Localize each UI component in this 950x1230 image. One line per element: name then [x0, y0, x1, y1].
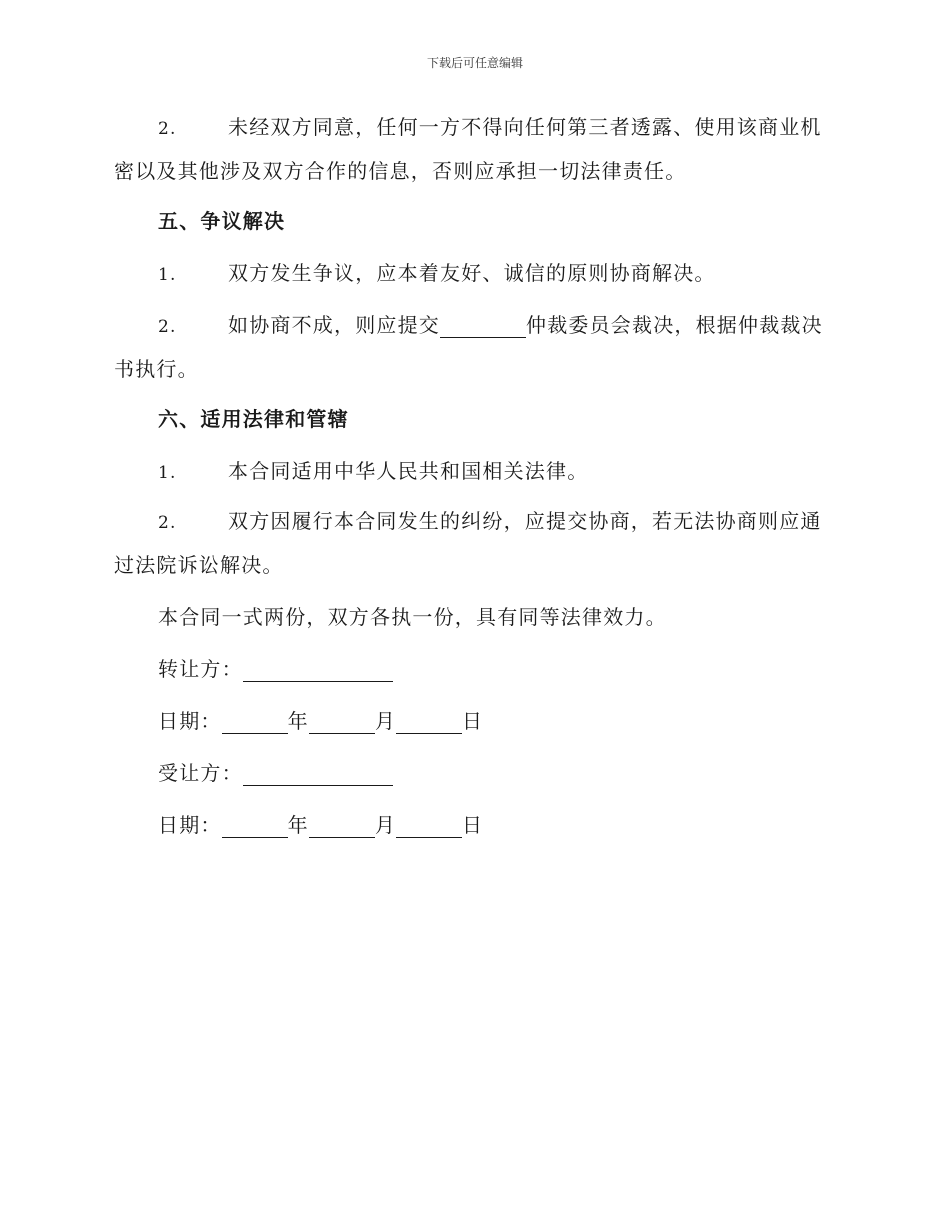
section-heading-law: 六、适用法律和管辖	[158, 407, 349, 431]
month-label: 月	[374, 709, 397, 733]
item-text: 本合同适用中华人民共和国相关法律。	[228, 459, 589, 483]
transferor-signature-blank[interactable]	[243, 655, 393, 682]
law-item-1	[114, 450, 834, 494]
item-number: 1.	[158, 265, 177, 285]
transferor-signature-line	[114, 648, 878, 690]
transferor-label: 转让方：	[158, 657, 243, 681]
closing-statement: 本合同一式两份，双方各执一份，具有同等法律效力。	[158, 605, 667, 629]
clause-5-2-confidentiality	[114, 106, 834, 192]
item-text-before: 如协商不成，则应提交	[228, 313, 440, 337]
year-blank[interactable]	[222, 811, 288, 838]
dispute-item-2	[114, 304, 834, 390]
day-label: 日	[462, 813, 484, 837]
item-text: 双方发生争议，应本着友好、诚信的原则协商解决。	[228, 261, 716, 285]
transferee-signature-line	[114, 752, 878, 794]
item-number: 2.	[158, 513, 177, 533]
year-label: 年	[287, 709, 309, 733]
date-label: 日期：	[158, 709, 222, 733]
item-text: 未经双方同意，任何一方不得向任何第三者透露、使用该商业机密以及其他涉及双方合作的信息，否则应承担一切法律责任。	[114, 115, 822, 183]
item-text-after: 仲裁委员会裁决，根据仲裁裁决书执行。	[114, 313, 823, 381]
item-number: 2.	[158, 119, 177, 139]
transferor-date-line	[114, 700, 878, 742]
transferee-date-line	[114, 804, 878, 846]
page-header: 下载后可任意编辑	[426, 56, 523, 70]
law-item-2	[114, 500, 834, 586]
item-number: 2.	[158, 317, 177, 337]
section-heading-dispute: 五、争议解决	[158, 209, 286, 233]
year-label: 年	[287, 813, 309, 837]
month-blank[interactable]	[309, 707, 375, 734]
year-blank[interactable]	[222, 707, 288, 734]
month-label: 月	[374, 813, 397, 837]
day-blank[interactable]	[396, 811, 462, 838]
transferee-label: 受让方：	[158, 761, 243, 785]
item-text: 双方因履行本合同发生的纠纷，应提交协商，若无法协商则应通过法院诉讼解决。	[114, 509, 822, 577]
transferee-signature-blank[interactable]	[243, 759, 393, 786]
item-number: 1.	[158, 463, 177, 483]
arbitration-committee-blank[interactable]	[440, 311, 526, 338]
month-blank[interactable]	[309, 811, 375, 838]
date-label: 日期：	[158, 813, 222, 837]
day-label: 日	[462, 709, 484, 733]
day-blank[interactable]	[396, 707, 462, 734]
dispute-item-1	[114, 252, 834, 296]
